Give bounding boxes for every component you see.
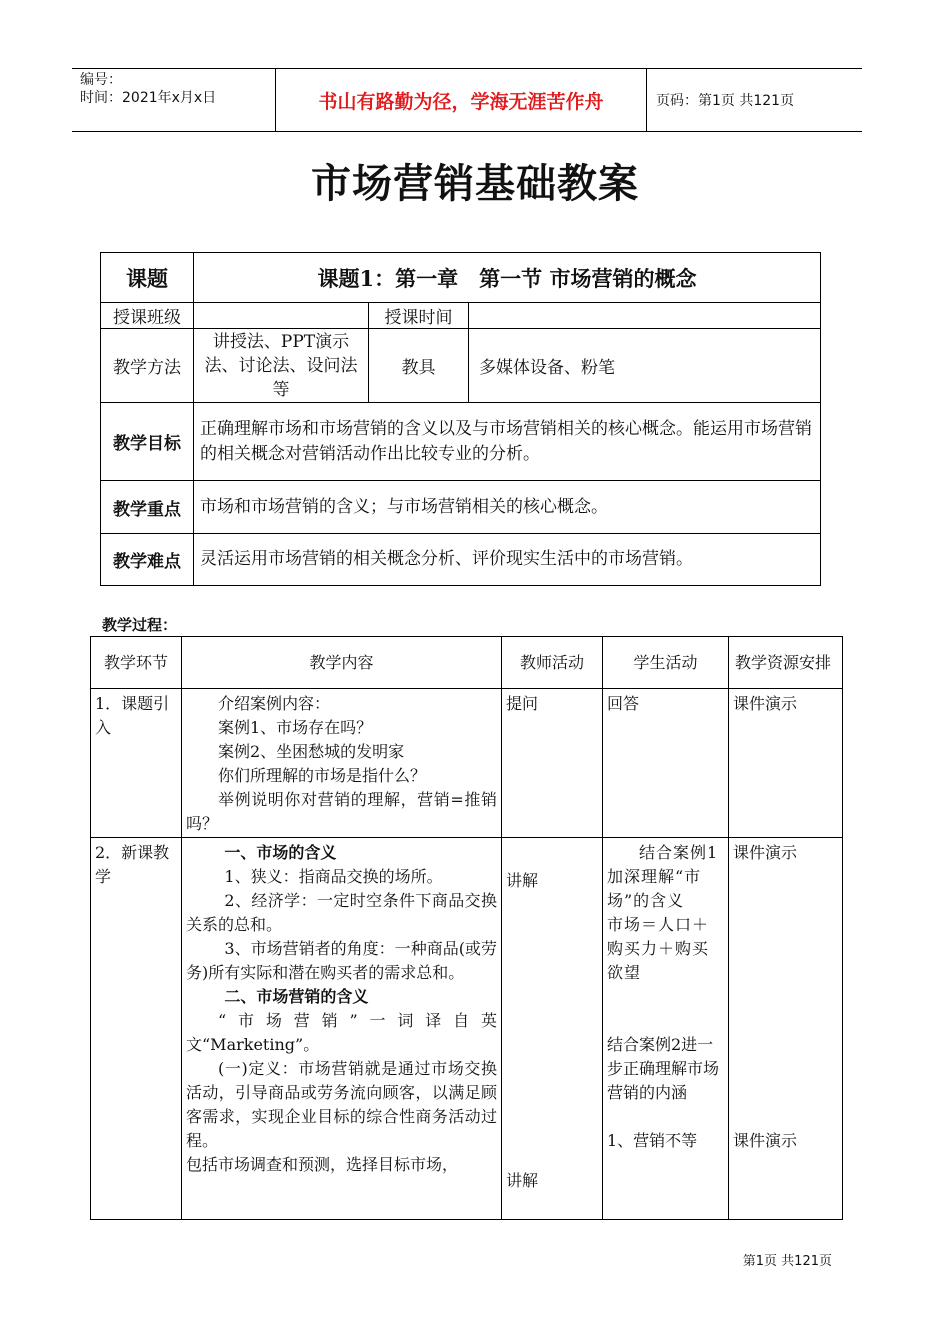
row2-student <box>603 838 729 1220</box>
row2-line: 包括市场调查和预测，选择目标市场， <box>186 1155 459 1174</box>
row1-line: 案例1、市场存在吗？ <box>218 718 373 737</box>
serial-label: 编号： <box>80 72 122 88</box>
row1-line: 案例2、坐困愁城的发明家 <box>218 742 405 761</box>
process-label: 教学过程： <box>102 616 178 634</box>
row2-line: “市场营销”一词译自英文“Marketing”。 <box>186 1011 497 1054</box>
document-title: 市场营销基础教案 <box>311 161 639 207</box>
resource-item: 课件演示 <box>733 1131 798 1150</box>
teaching-process-table <box>90 636 843 1220</box>
page-header <box>72 68 862 132</box>
header-resource: 教学资源安排 <box>729 637 843 689</box>
divider <box>646 69 647 131</box>
row1-line: 介绍案例内容： <box>218 694 331 713</box>
student-activity: 结合案例2进一步正确理解市场营销的内涵 <box>607 1035 720 1102</box>
row2-content <box>182 838 502 1220</box>
header-meta <box>80 71 276 107</box>
table-row <box>91 689 843 838</box>
tools-value: 多媒体设备、粉笔 <box>469 329 821 403</box>
time-label: 授课时间 <box>369 303 469 329</box>
row1-line: 你们所理解的市场是指什么？ <box>218 766 427 785</box>
row1-stage: 1．课题引入 <box>91 689 182 838</box>
page-footer: 第1页 共121页 <box>742 1254 832 1269</box>
key-label: 教学重点 <box>101 481 194 534</box>
topic-label: 课题 <box>101 253 194 303</box>
student-activity: 市场＝人口＋购买力＋购买欲望 <box>607 915 710 982</box>
lesson-info-table <box>100 252 821 586</box>
page-info: 页码：第1页 共121页 <box>656 93 795 109</box>
row2-resource <box>729 838 843 1220</box>
row2-line: 2、经济学：一定时空条件下商品交换关系的总和。 <box>186 891 497 934</box>
class-value <box>194 303 369 329</box>
row2-line: (一)定义：市场营销就是通过市场交换活动，引导商品或劳务流向顾客，以满足顾客需求，实现企业目标的综合性商务活动过程。 <box>186 1059 497 1150</box>
motto: 书山有路勤为径，学海无涯苦作舟 <box>318 90 604 113</box>
table-header-row <box>91 637 843 689</box>
row2-line: 1、狭义：指商品交换的场所。 <box>224 867 443 886</box>
row2-line: 3、市场营销者的角度：一种商品(或劳务)所有实际和潜在购买者的需求总和。 <box>186 939 497 982</box>
row1-line: 举例说明你对营销的理解，营销=推销吗？ <box>186 790 497 833</box>
row1-content <box>182 689 502 838</box>
goal-label: 教学目标 <box>101 403 194 481</box>
header-teacher: 教师活动 <box>502 637 603 689</box>
topic-row <box>101 253 821 303</box>
difficulty-value: 灵活运用市场营销的相关概念分析、评价现实生活中的市场营销。 <box>194 534 821 586</box>
tools-label: 教具 <box>369 329 469 403</box>
key-row <box>101 481 821 534</box>
resource-item: 课件演示 <box>733 843 798 862</box>
header-stage: 教学环节 <box>91 637 182 689</box>
student-activity: 1、营销不等 <box>607 1131 698 1150</box>
row1-student: 回答 <box>603 689 729 838</box>
row2-teacher <box>502 838 603 1220</box>
difficulty-label: 教学难点 <box>101 534 194 586</box>
section-heading: 一、市场的含义 <box>224 843 337 862</box>
topic-value: 课题1：第一章 第一节 市场营销的概念 <box>194 253 821 303</box>
row2-stage: 2．新课教学 <box>91 838 182 1220</box>
class-row <box>101 303 821 329</box>
method-value: 讲授法、PPT演示法、讨论法、设问法等 <box>194 329 369 403</box>
teacher-activity: 讲解 <box>506 1171 539 1190</box>
method-row <box>101 329 821 403</box>
time-value <box>469 303 821 329</box>
row1-resource: 课件演示 <box>729 689 843 838</box>
method-label: 教学方法 <box>101 329 194 403</box>
class-label: 授课班级 <box>101 303 194 329</box>
teacher-activity: 讲解 <box>506 871 539 890</box>
header-student: 学生活动 <box>603 637 729 689</box>
table-row <box>91 838 843 1220</box>
goal-row <box>101 403 821 481</box>
student-activity: 结合案例1加深理解“市场”的含义 <box>607 843 719 910</box>
goal-value: 正确理解市场和市场营销的含义以及与市场营销相关的核心概念。能运用市场营销的相关概念对营销活动作出比较专业的分析。 <box>194 403 821 481</box>
section-heading: 二、市场营销的含义 <box>224 987 369 1006</box>
row1-teacher: 提问 <box>502 689 603 838</box>
header-content: 教学内容 <box>182 637 502 689</box>
difficulty-row <box>101 534 821 586</box>
key-value: 市场和市场营销的含义；与市场营销相关的核心概念。 <box>194 481 821 534</box>
time-label: 时间：2021年x月x日 <box>80 90 217 106</box>
